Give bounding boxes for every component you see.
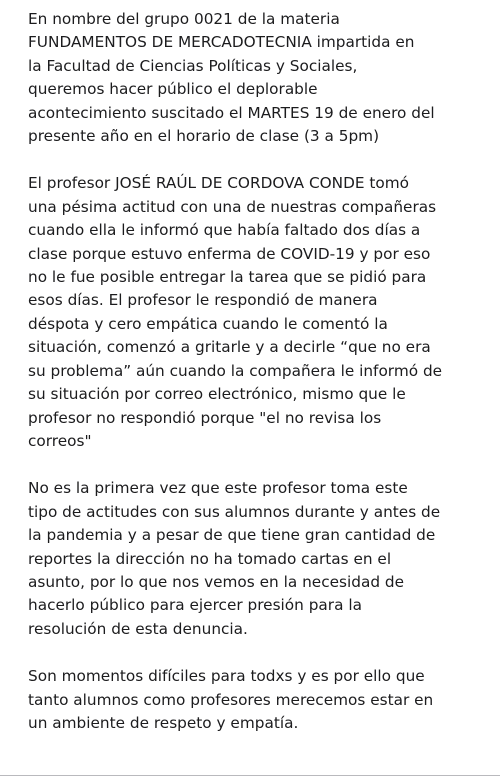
text-line: su problema” aún cuando la compañera le informó de [28,361,443,380]
text-line: la Facultad de Ciencias Políticas y Sociales, [28,56,358,75]
paragraph-intro [28,8,490,148]
text-line: un ambiente de respeto y empatía. [28,713,299,732]
text-line: resolución de esta denuncia. [28,619,248,638]
text-line: El profesor JOSÉ RAÚL DE CORDOVA CONDE tomó [28,174,410,193]
text-line: presente año en el horario de clase (3 a 5pm) [28,127,380,146]
text-line: Son momentos difíciles para todxs y es por ello que [28,667,425,686]
paragraph-history [28,477,490,641]
text-line: queremos hacer público el deplorable [28,80,318,99]
text-line: hacerlo público para ejercer presión para la [28,596,362,615]
text-line: esos días. El profesor le respondió de manera [28,291,378,310]
text-line: la pandemia y a pesar de que tiene gran cantidad de [28,526,436,545]
text-line: profesor no respondió porque "el no revisa los [28,408,382,427]
text-line: no le fue posible entregar la tarea que se pidió para [28,268,427,287]
text-line: cuando ella le informó que había faltado dos días a [28,221,421,240]
text-line: tanto alumnos como profesores merecemos estar en [28,690,434,709]
text-line: situación, comenzó a gritarle y a decirle “que no era [28,338,431,357]
text-line: asunto, por lo que nos vemos en la necesidad de [28,572,405,591]
text-line: acontecimiento suscitado el MARTES 19 de enero del [28,103,435,122]
text-line: correos" [28,431,92,450]
text-line: una pésima actitud con una de nuestras compañeras [28,197,437,216]
text-line: déspota y cero empática cuando le comentó la [28,314,388,333]
text-line: tipo de actitudes con sus alumnos durante y antes de [28,502,441,521]
paragraph-closing [28,665,490,735]
text-line: clase porque estuvo enferma de COVID-19 y por eso [28,244,431,263]
text-line: reportes la dirección no ha tomado cartas en el [28,549,392,568]
text-line: su situación por correo electrónico, mismo que le [28,385,406,404]
text-line: FUNDAMENTOS DE MERCADOTECNIA impartida en [28,33,415,52]
paragraph-incident [28,172,490,453]
text-line: En nombre del grupo 0021 de la materia [28,10,340,28]
text-line: No es la primera vez que este profesor toma este [28,479,408,498]
divider [0,775,500,776]
post-body [28,8,490,759]
